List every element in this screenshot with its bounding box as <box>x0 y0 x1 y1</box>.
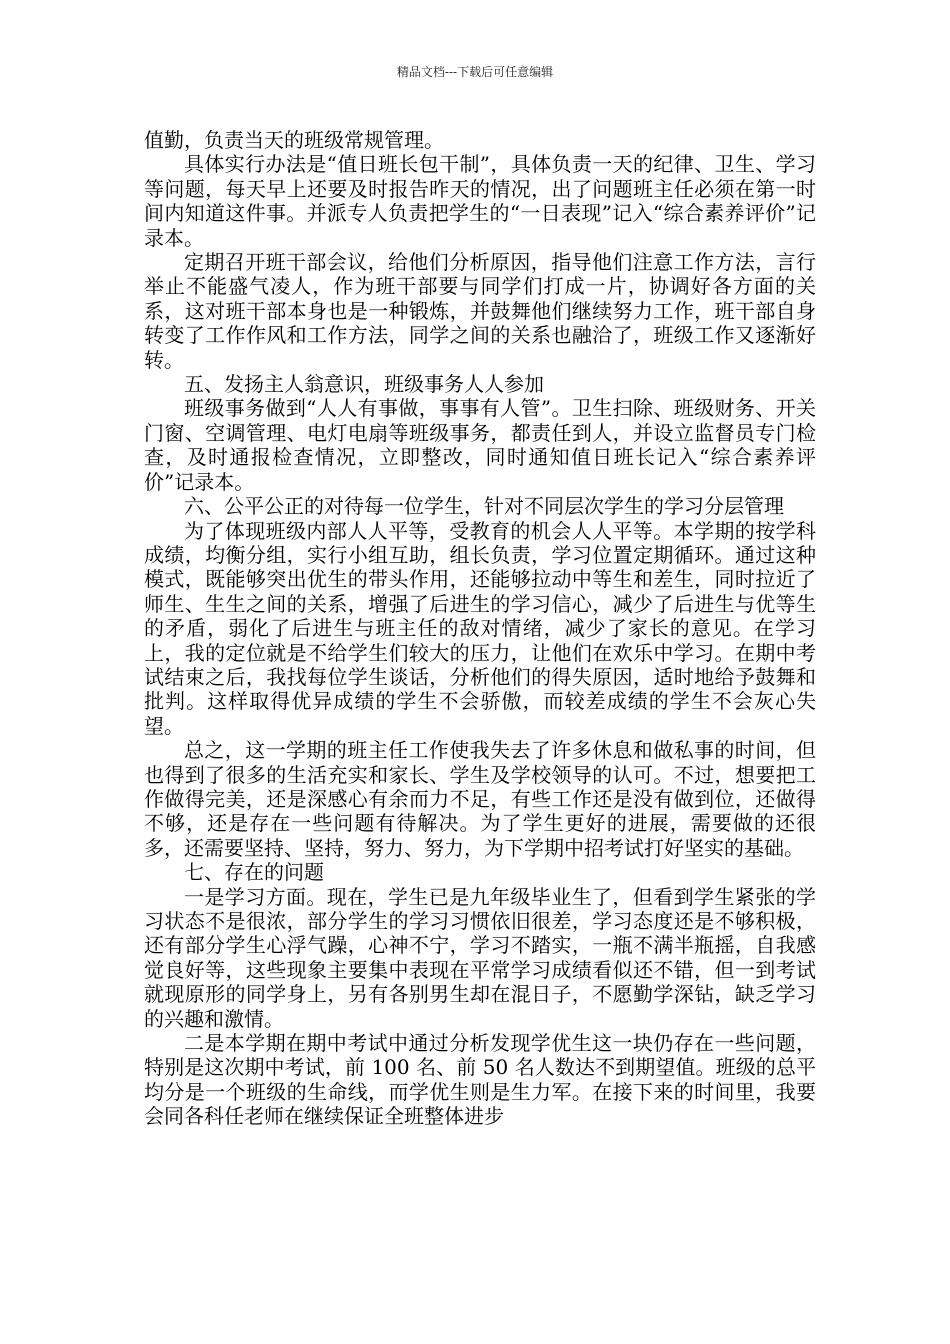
section-heading: 六、公平公正的对待每一位学生，针对不同层次学生的学习分层管理 <box>184 494 784 519</box>
paragraph: 班级事务做到“人人有事做，事事有人管”。卫生扫除、班级财务、开关门窗、空调管理、电灯电扇等班级事务，都责任到人，并设立监督员专门检查，及时通报检查情况，立即整改，同时通知值日班长记入“综合素养评价”记录本。 <box>144 396 816 494</box>
page-header: 精品文档---下载后可任意编辑 <box>396 65 554 79</box>
document-body <box>144 128 816 1129</box>
paragraph: 为了体现班级内部人人平等，受教育的机会人人平等。本学期的按学科成绩，均衡分组，实行小组互助，组长负责，学习位置定期循环。通过这种模式，既能够突出优生的带头作用，还能够拉动中等生和差生，同时拉近了师生、生生之间的关系，增强了后进生的学习信心，减少了后进生与优等生的矛盾，弱化了后进生与班主任的敌对情绪，减少了家长的意见。在学习上，我的定位就是不给学生们较大的压力，让他们在欢乐中学习。在期中考试结束之后，我找每位学生谈话，分析他们的得失原因，适时地给予鼓舞和批判。这样取得优异成绩的学生不会骄傲，而较差成绩的学生不会灰心失望。 <box>144 518 816 738</box>
section-heading: 五、发扬主人翁意识，班级事务人人参加 <box>184 372 544 397</box>
paragraph: 定期召开班干部会议，给他们分析原因，指导他们注意工作方法，言行举止不能盛气凌人，作为班干部要与同学们打成一片，协调好各方面的关系，这对班干部本身也是一种锻炼，并鼓舞他们继续努力工作，班干部自身转变了工作作风和工作方法，同学之间的关系也融洽了，班级工作又逐渐好转。 <box>144 250 816 372</box>
paragraph: 一是学习方面。现在，学生已是九年级毕业生了，但看到学生紧张的学习状态不是很浓，部分学生的学习习惯依旧很差，学习态度还是不够积极，还有部分学生心浮气躁，心神不宁，学习不踏实，一瓶不满半瓶摇，自我感觉良好等，这些现象主要集中表现在平常学习成绩看似还不错，但一到考试就现原形的同学身上，另有各别男生却在混日子，不愿勤学深钻，缺乏学习的兴趣和激情。 <box>144 884 816 1031</box>
section-heading: 七、存在的问题 <box>184 860 324 885</box>
paragraph: 具体实行办法是“值日班长包干制”，具体负责一天的纪律、卫生、学习等问题，每天早上还要及时报告昨天的情况，出了问题班主任必须在第一时间内知道这件事。并派专人负责把学生的“一日表现”记入“综合素养评价”记录本。 <box>144 152 816 250</box>
paragraph: 总之，这一学期的班主任工作使我失去了许多休息和做私事的时间，但也得到了很多的生活充实和家长、学生及学校领导的认可。不过，想要把工作做得完美，还是深感心有余而力不足，有些工作还是没有做到位，还做得不够，还是存在一些问题有待解决。为了学生更好的进展，需要做的还很多，还需要坚持、坚持，努力、努力，为下学期中招考试打好坚实的基础。 <box>144 738 816 860</box>
paragraph: 值勤，负责当天的班级常规管理。 <box>144 128 444 152</box>
paragraph: 二是本学期在期中考试中通过分析发现学优生这一块仍存在一些问题，特别是这次期中考试，前 100 名、前 50 名人数达不到期望值。班级的总平均分是一个班级的生命线，而学优生则是生力军。在接下来的时间里，我要会同各科任老师在继续保证全班整体进步 <box>144 1031 816 1129</box>
